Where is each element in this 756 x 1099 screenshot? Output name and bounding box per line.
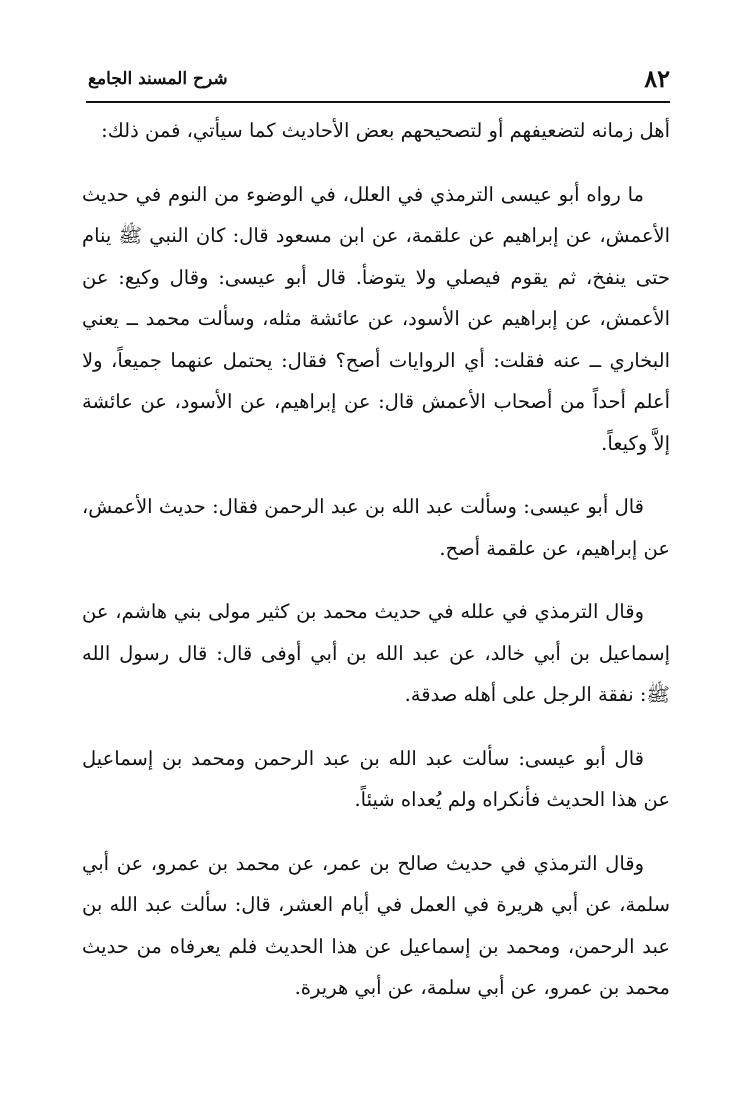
paragraph-5: قال أبو عيسى: سألت عبد الله بن عبد الرحمن ومحمد بن إسماعيل عن هذا الحديث فأنكراه ولم يُعداه شيئاً.	[82, 746, 670, 811]
paragraph-6: وقال الترمذي في حديث صالح بن عمر، عن محمد بن عمرو، عن أبي سلمة، عن أبي هريرة في العمل في أيام العشر، قال: سألت عبد الله بن عبد الرحمن، ومحمد بن إسماعيل عن هذا الحديث فلم يعرفاه من حديث محمد بن عمرو، عن أبي سلمة، عن أبي هريرة.	[82, 851, 670, 999]
paragraph-2: ما رواه أبو عيسى الترمذي في العلل، في الوضوء من النوم في حديث الأعمش، عن إبراهيم عن علقمة، عن ابن مسعود قال: كان النبي ﷺ ينام حتى ينفخ، ثم يقوم فيصلي ولا يتوضأ. قال أبو عيسى: وقال وكيع: عن الأعمش، عن إبراهيم عن الأسود، عن عائشة مثله، وسألت محمد ــ يعني البخاري ــ عنه فقلت: أي الروايات أصح؟ فقال: يحتمل عنهما جميعاً، ولا أعلم أحداً من أصحاب الأعمش قال: عن إبراهيم، عن الأسود، عن عائشة إلاَّ وكيعاً.	[82, 182, 670, 455]
header-rule	[86, 101, 670, 103]
page-header	[88, 64, 670, 98]
paragraph-4: وقال الترمذي في علله في حديث محمد بن كثير مولى بني هاشم، عن إسماعيل بن أبي خالد، عن عبد الله بن أبي أوفى قال: قال رسول الله ﷺ: نفقة الرجل على أهله صدقة.	[82, 600, 670, 706]
body-text	[82, 110, 670, 1031]
paragraph-1: أهل زمانه لتضعيفهم أو لتصحيحهم بعض الأحاديث كما سيأتي، فمن ذلك:	[101, 119, 670, 142]
paragraph-3: قال أبو عيسى: وسألت عبد الله بن عبد الرحمن فقال: حديث الأعمش، عن إبراهيم، عن علقمة أصح.	[82, 495, 670, 560]
running-title: شرح المسند الجامع	[88, 69, 228, 89]
page-number: ٨٢	[644, 64, 670, 93]
